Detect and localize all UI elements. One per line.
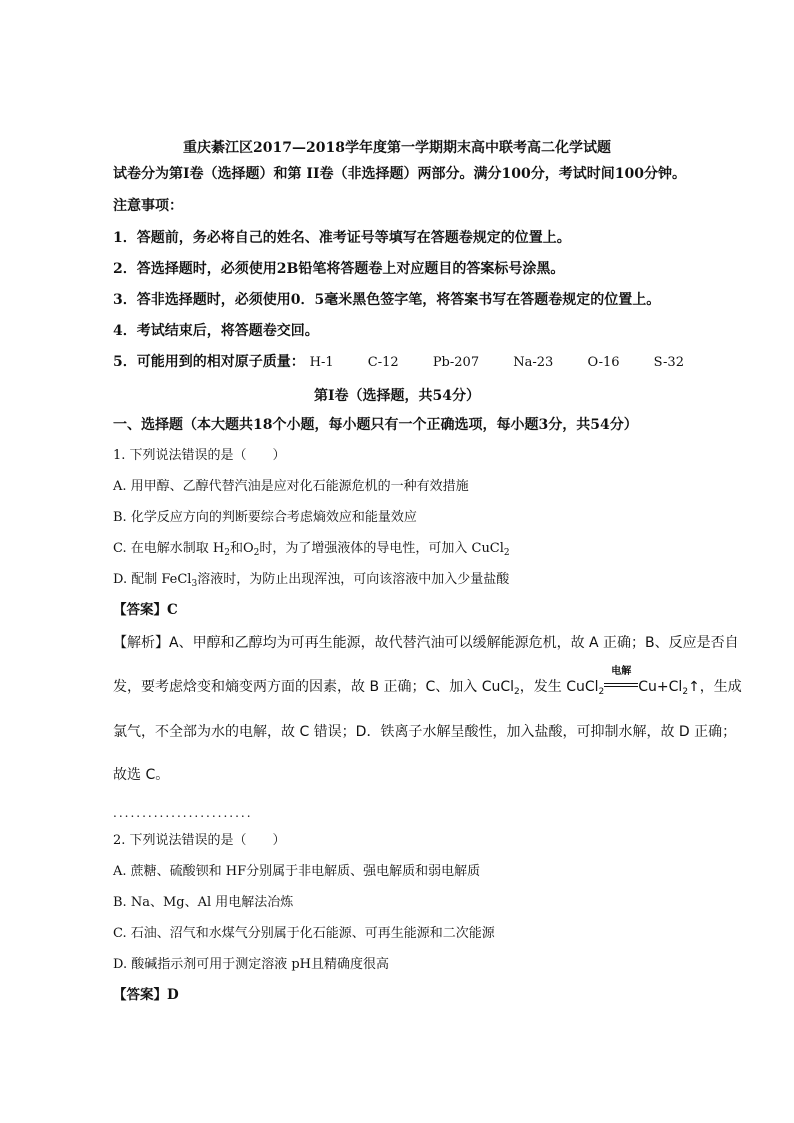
q2-option-d: D. 酸碱指示剂可用于测定溶液 pH且精确度很高 bbox=[113, 957, 390, 972]
note-5 bbox=[113, 355, 684, 369]
subscript: 3 bbox=[191, 579, 198, 589]
atomic-mass-item: O-16 bbox=[587, 355, 620, 370]
q1-option-b: B. 化学反应方向的判断要综合考虑熵效应和能量效应 bbox=[113, 510, 417, 525]
equals-sign bbox=[604, 683, 638, 687]
atomic-mass-item: S-32 bbox=[653, 355, 684, 370]
subscript: 2 bbox=[253, 548, 260, 558]
analysis-text: Cu+Cl bbox=[638, 679, 683, 695]
atomic-mass-item: H-1 bbox=[309, 355, 334, 370]
note-5-label: 5．可能用到的相对原子质量： bbox=[113, 354, 305, 370]
atomic-mass-item: C-12 bbox=[367, 355, 399, 370]
q1-option-a: A. 用甲醇、乙醇代替汽油是应对化石能源危机的一种有效措施 bbox=[113, 479, 469, 494]
q1-answer: 【答案】C bbox=[113, 602, 178, 618]
section-title: 第Ⅰ卷（选择题，共54分） bbox=[313, 388, 481, 404]
analysis-text: ，发生 CuCl bbox=[519, 679, 599, 695]
atomic-mass-item: Pb-207 bbox=[432, 355, 480, 370]
note-3: 3．答非选择题时，必须使用0．5毫米黑色签字笔，将答案书写在答题卷规定的位置上。 bbox=[113, 292, 661, 308]
reaction-condition: 电解 bbox=[611, 666, 632, 677]
q2-option-b: B. Na、Mg、Al 用电解法冶炼 bbox=[113, 895, 294, 910]
reaction-condition-arrow bbox=[604, 666, 638, 694]
q1-option-d bbox=[113, 572, 510, 589]
atomic-mass-item: Na-23 bbox=[513, 355, 554, 370]
note-2: 2．答选择题时，必须使用2B铅笔将答题卷上对应题目的答案标号涂黑。 bbox=[113, 261, 565, 277]
analysis-text: ↑，生成 bbox=[688, 679, 742, 695]
q1-analysis-line-2 bbox=[113, 666, 742, 697]
atomic-mass-list bbox=[310, 355, 684, 370]
q2-option-a: A. 蔗糖、硫酸钡和 HF分别属于非电解质、强电解质和弱电解质 bbox=[113, 864, 481, 879]
q1-stem: 1. 下列说法错误的是（ ） bbox=[113, 448, 286, 463]
part-heading: 一、选择题（本大题共18个小题，每小题只有一个正确选项，每小题3分，共54分） bbox=[113, 417, 638, 433]
q1-analysis-line-3: 氯气，不全部为水的电解，故 C 错误；D．铁离子水解呈酸性，加入盐酸，可抑制水解，故 D 正确； bbox=[113, 724, 737, 740]
exam-title: 重庆綦江区2017—2018学年度第一学期期末高中联考高二化学试题 bbox=[183, 140, 611, 156]
q2-stem: 2. 下列说法错误的是（ ） bbox=[113, 833, 286, 848]
subscript: 2 bbox=[224, 548, 230, 558]
q1-analysis-line-4: 故选 C。 bbox=[113, 767, 170, 783]
q1-c-text: 时，为了增强液体的导电性，可加入 CuCl bbox=[259, 541, 504, 556]
note-4: 4．考试结束后，将答题卷交回。 bbox=[113, 323, 319, 339]
q2-answer: 【答案】D bbox=[113, 987, 179, 1003]
q1-analysis-line-1: 【解析】A、甲醇和乙醇均为可再生能源，故代替汽油可以缓解能源危机，故 A 正确；B、反应是否自 bbox=[113, 635, 739, 651]
analysis-text: 发，要考虑焓变和熵变两方面的因素，故 B 正确；C、加入 CuCl bbox=[113, 679, 515, 695]
separator-dots: ........................ bbox=[113, 806, 253, 820]
note-1: 1．答题前，务必将自己的姓名、准考证号等填写在答题卷规定的位置上。 bbox=[113, 230, 571, 246]
notes-heading: 注意事项： bbox=[113, 198, 183, 214]
q1-d-text: 溶液时，为防止出现浑浊，可向该溶液中加入少量盐酸 bbox=[197, 572, 510, 587]
exam-intro: 试卷分为第Ⅰ卷（选择题）和第 II卷（非选择题）两部分。满分100分，考试时间100分钟。 bbox=[113, 166, 686, 182]
subscript: 2 bbox=[598, 687, 605, 697]
subscript: 2 bbox=[682, 687, 689, 697]
q1-option-c bbox=[113, 541, 510, 558]
q1-c-text: 和O bbox=[229, 541, 254, 556]
subscript: 2 bbox=[514, 687, 520, 697]
q1-d-text: D. 配制 FeCl bbox=[113, 572, 192, 587]
subscript: 2 bbox=[503, 548, 510, 558]
q2-option-c: C. 石油、沼气和水煤气分别属于化石能源、可再生能源和二次能源 bbox=[113, 926, 495, 941]
q1-c-text: C. 在电解水制取 H bbox=[113, 541, 225, 556]
